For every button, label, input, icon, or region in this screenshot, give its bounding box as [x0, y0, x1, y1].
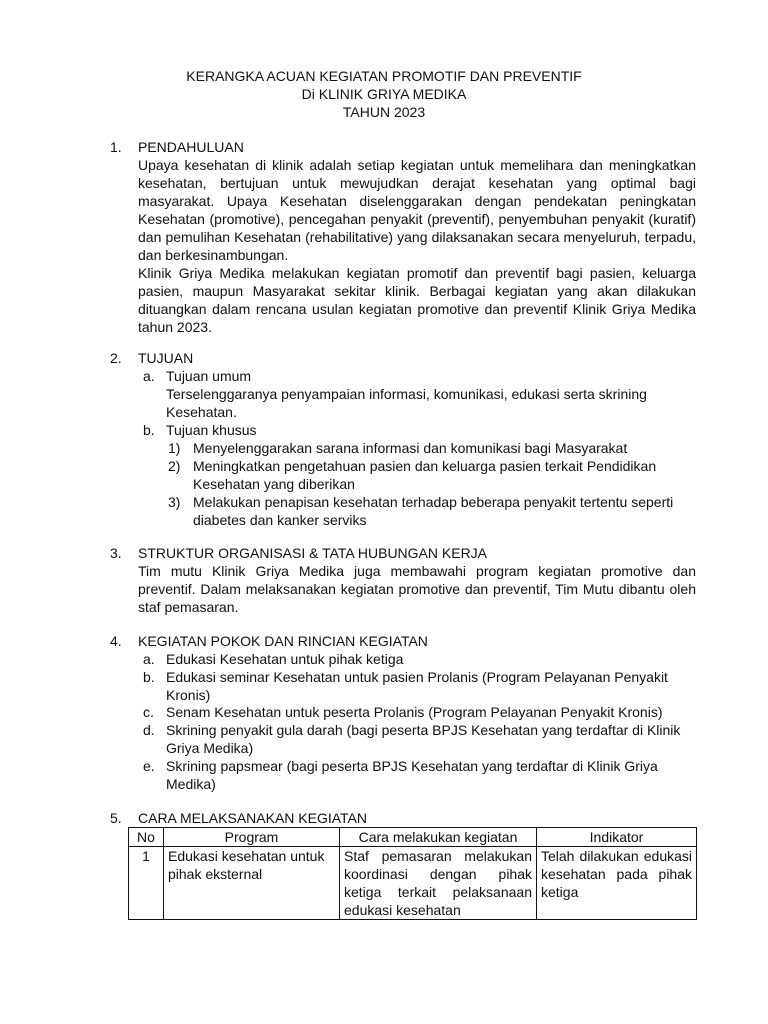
section-number: 2. — [110, 350, 122, 366]
list-marker: c. — [143, 704, 154, 720]
column-header-program: Program — [164, 828, 340, 847]
sublist-marker: 3) — [168, 494, 181, 510]
section-number: 3. — [110, 545, 122, 561]
list-marker: b. — [143, 669, 155, 685]
list-item-label: Tujuan umum — [166, 368, 252, 384]
section-title-tujuan: TUJUAN — [138, 350, 194, 366]
sublist-marker: 2) — [168, 458, 181, 474]
table-header-row — [129, 828, 697, 847]
section-title-pendahuluan: PENDAHULUAN — [138, 139, 244, 155]
list-item-text: Edukasi Kesehatan untuk pihak ketiga — [166, 651, 404, 667]
table-cell-indikator: Telah dilakukan edukasi kesehatan pada pihak ketiga — [537, 847, 697, 920]
list-marker: b. — [143, 422, 155, 438]
sublist-item: Meningkatkan pengetahuan pasien dan keluarga pasien terkait Pendidikan Kesehatan yang diberikan — [193, 458, 657, 492]
list-marker: a. — [143, 368, 155, 384]
section-title-struktur: STRUKTUR ORGANISASI & TATA HUBUNGAN KERJA — [138, 545, 488, 561]
section-title-cara-melaksanakan: CARA MELAKSANAKAN KEGIATAN — [138, 810, 367, 826]
table-cell-no: 1 — [129, 847, 164, 920]
list-marker: e. — [143, 758, 155, 774]
document-title-line2: Di KLINIK GRIYA MEDIKA — [301, 86, 467, 102]
list-item-text: Terselenggaranya penyampaian informasi, komunikasi, edukasi serta skrining Kesehatan. — [166, 386, 647, 420]
activity-table — [128, 827, 697, 920]
table-row — [129, 847, 697, 920]
list-marker: a. — [143, 651, 155, 667]
section-title-kegiatan-pokok: KEGIATAN POKOK DAN RINCIAN KEGIATAN — [138, 633, 428, 649]
section-paragraph: Upaya kesehatan di klinik adalah setiap kegiatan untuk memelihara dan meningkatkan kesehatan, bertujuan untuk mewujudkan derajat kesehatan yang optimal bagi masyarakat. Upaya Kesehatan diselenggarakan dengan pendekatan peningkatan Kesehatan (promotive), pencegahan penyakit (preventif), penyembuhan penyakit (kuratif) dan pemulihan Kesehatan (rehabilitative) yang dilaksanakan secara menyeluruh, terpadu, dan berkesinambungan. — [138, 157, 696, 263]
column-header-cara: Cara melakukan kegiatan — [340, 828, 537, 847]
table-cell-cara: Staf pemasaran melakukan koordinasi dengan pihak ketiga terkait pelaksanaan edukasi kesehatan — [340, 847, 537, 920]
section-paragraph: Klinik Griya Medika melakukan kegiatan promotif dan preventif bagi pasien, keluarga pasien, maupun Masyarakat sekitar klinik. Berbagai kegiatan yang akan dilakukan dituangkan dalam rencana usulan kegiatan promotive dan preventif Klinik Griya Medika tahun 2023. — [138, 265, 696, 335]
section-number: 5. — [110, 810, 122, 826]
section-number: 1. — [110, 139, 122, 155]
list-item-text: Skrining penyakit gula darah (bagi peserta BPJS Kesehatan yang terdaftar di Klinik Griya Medika) — [166, 722, 681, 756]
section-paragraph: Tim mutu Klinik Griya Medika juga membawahi program kegiatan promotive dan preventif. Dalam melaksanakan kegiatan promotive dan preventif, Tim Mutu dibantu oleh staf pemasaran. — [138, 563, 696, 615]
sublist-marker: 1) — [168, 440, 181, 456]
list-item-text: Skrining papsmear (bagi peserta BPJS Kesehatan yang terdaftar di Klinik Griya Medika) — [166, 758, 658, 792]
list-marker: d. — [143, 722, 155, 738]
list-item-text: Senam Kesehatan untuk peserta Prolanis (Program Pelayanan Penyakit Kronis) — [166, 704, 663, 720]
list-item-text: Edukasi seminar Kesehatan untuk pasien Prolanis (Program Pelayanan Penyakit Kronis) — [166, 669, 668, 703]
sublist-item: Menyelenggarakan sarana informasi dan komunikasi bagi Masyarakat — [193, 440, 628, 456]
section-number: 4. — [110, 633, 122, 649]
column-header-no: No — [129, 828, 164, 847]
table-cell-program: Edukasi kesehatan untuk pihak eksternal — [164, 847, 340, 920]
sublist-item: Melakukan penapisan kesehatan terhadap beberapa penyakit tertentu seperti diabetes dan kanker serviks — [193, 494, 674, 528]
document-title-line1: KERANGKA ACUAN KEGIATAN PROMOTIF DAN PREVENTIF — [186, 68, 582, 84]
column-header-indikator: Indikator — [537, 828, 697, 847]
list-item-label: Tujuan khusus — [166, 422, 257, 438]
document-title-line3: TAHUN 2023 — [342, 104, 426, 120]
